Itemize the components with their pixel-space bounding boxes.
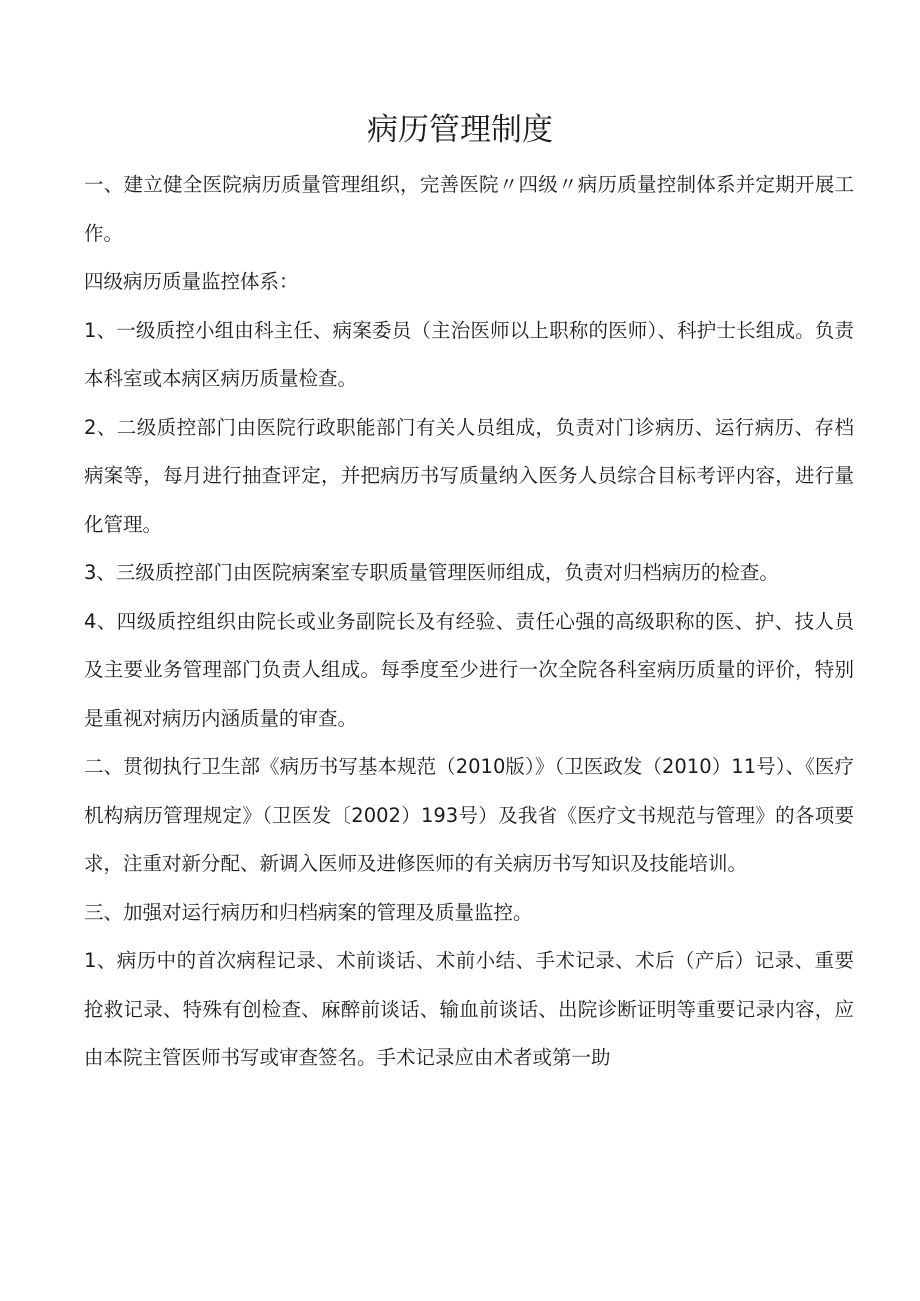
paragraph-level-3: 3、三级质控部门由医院病案室专职质量管理医师组成，负责对归档病历的检查。 — [84, 561, 779, 584]
paragraph-section-3: 三、加强对运行病历和归档病案的管理及质量监控。 — [84, 900, 533, 924]
paragraph-quality-system-heading: 四级病历质量监控体系： — [84, 270, 299, 293]
paragraph-section-2: 二、贯彻执行卫生部《病历书写基本规范（2010版）》（卫医政发（2010）11号）、《医疗机构病历管理规定》（卫医发〔2002）193号）及我省《医疗文书规范与管理》的各项要求，注重对新分配、新调入医师及进修医师的有关病历书写知识及技能培训。 — [84, 755, 854, 875]
paragraph-section-1: 一、建立健全医院病历质量管理组织，完善医院〃四级〃病历质量控制体系并定期开展工作。 — [84, 173, 854, 245]
document-body — [84, 161, 854, 1083]
paragraph-section-3-item-1: 1、病历中的首次病程记录、术前谈话、术前小结、手术记录、术后（产后）记录、重要抢救记录、特殊有创检查、麻醉前谈话、输血前谈话、出院诊断证明等重要记录内容，应由本院主管医师书写或审查签名。手术记录应由术者或第一助 — [84, 949, 854, 1069]
paragraph-level-1: 1、一级质控小组由科主任、病案委员（主治医师以上职称的医师）、科护士长组成。负责本科室或本病区病历质量检查。 — [84, 318, 854, 390]
paragraph-level-4: 4、四级质控组织由院长或业务副院长及有经验、责任心强的高级职称的医、护、技人员及主要业务管理部门负责人组成。每季度至少进行一次全院各科室病历质量的评价，特别是重视对病历内涵质量的审查。 — [84, 609, 854, 730]
paragraph-level-2: 2、二级质控部门由医院行政职能部门有关人员组成，负责对门诊病历、运行病历、存档病案等，每月进行抽查评定，并把病历书写质量纳入医务人员综合目标考评内容，进行量化管理。 — [84, 415, 854, 536]
document-title: 病历管理制度 — [367, 112, 553, 148]
